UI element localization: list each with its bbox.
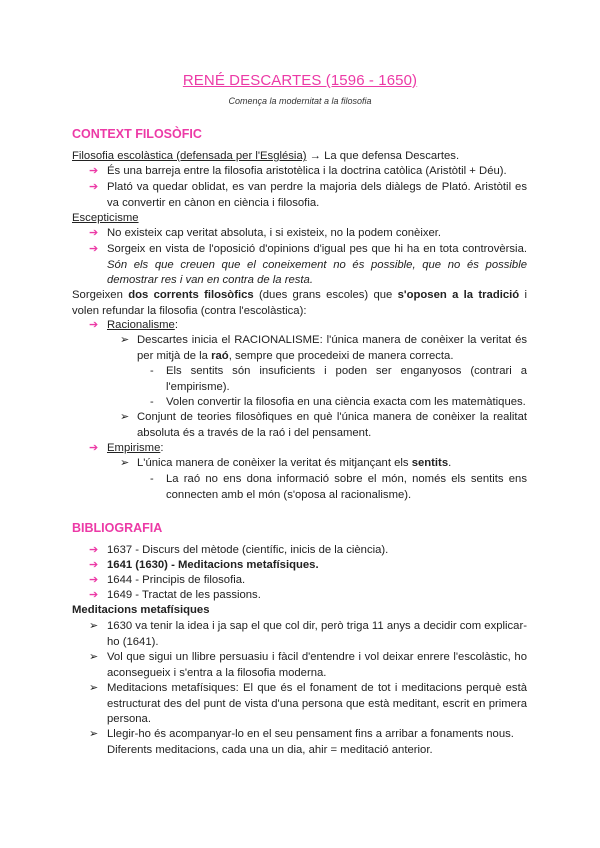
- arrow-bullet-icon: ➔: [89, 559, 99, 571]
- chevron-bullet-icon: ➢: [89, 728, 99, 740]
- racionalisme-item-1-c: , sempre que procedeixi de manera correcta.: [228, 349, 454, 362]
- racionalisme-heading: [107, 318, 178, 334]
- meditacions-item-3: Meditacions metafísiques: El que és el fonament de tot i meditacions perquè està estructurat des del punt de vista d'una persona que està meditant, escrit en primera persona.: [107, 682, 527, 725]
- racionalisme-item-2: Conjunt de teories filosòfiques en què l'única manera de conèixer la realitat absoluta és a través de la raó i del pensament.: [137, 411, 527, 439]
- section-heading-context: CONTEXT FILOSÒFIC: [72, 127, 202, 141]
- escolastica-title: Filosofia escolàstica (defensada per l'Església): [72, 150, 307, 162]
- racionalisme-sub-2: Volen convertir la filosofia en una ciència exacta com les matemàtiques.: [166, 396, 526, 408]
- meditacions-title: Meditacions metafísiques: [72, 604, 210, 616]
- empirisme-item: [137, 456, 527, 472]
- escepticisme-item-1: No existeix cap veritat absoluta, i si existeix, no la podem conèixer.: [107, 227, 442, 239]
- book-item-4: 1649 - Tractat de les passions.: [107, 589, 261, 601]
- escolastica-item-2: Plató va quedar oblidat, es van perdre la majoria dels diàlegs de Plató. Aristòtil es va convertir en cànon en ciència i filosofia.: [107, 181, 527, 209]
- sorgeixen-text-3: i volen refundar la filosofia (contra l'escolàstica):: [72, 289, 528, 317]
- sorgeixen-paragraph: [72, 288, 527, 319]
- arrow-bullet-icon: ➔: [89, 589, 99, 601]
- racionalisme-colon: :: [174, 319, 178, 331]
- section-heading-bibliografia: BIBLIOGRAFIA: [72, 521, 163, 535]
- meditacions-item-1: 1630 va tenir la idea i ja sap el que col dir, però triga 11 anys a decidir com explicar-ho (1641).: [107, 620, 527, 648]
- meditacions-item-4: Llegir-ho és acompanyar-lo en el seu pensament fins a arribar a fonaments nous. Diferents meditacions, cada una un dia, ahir = meditació anterior.: [107, 728, 514, 756]
- sorgeixen-text-1: Sorgeixen: [72, 289, 129, 301]
- escepticisme-item-2: [107, 242, 527, 289]
- sorgeixen-bold-1: dos corrents filosòfics: [128, 289, 254, 301]
- arrow-bullet-icon: ➔: [89, 319, 99, 331]
- chevron-bullet-icon: ➢: [89, 682, 99, 694]
- arrow-bullet-icon: ➔: [89, 165, 99, 177]
- escepticisme-item-2-text: Sorgeix en vista de l'oposició d'opinions d'igual pes que hi ha en tota controvèrsia.: [107, 243, 527, 255]
- sorgeixen-bold-2: s'oposen a la tradició: [397, 289, 520, 301]
- escolastica-rest: → La que defensa Descartes.: [306, 150, 460, 162]
- arrow-bullet-icon: ➔: [89, 574, 99, 586]
- arrow-bullet-icon: ➔: [89, 442, 99, 454]
- sorgeixen-text-2: (dues grans escoles) que: [253, 289, 398, 301]
- empirisme-item-bold: sentits: [411, 457, 449, 469]
- arrow-bullet-icon: ➔: [89, 227, 99, 239]
- racionalisme-item-1-bold: raó: [211, 349, 229, 362]
- racionalisme-sub-1: Els sentits són insuficients i poden ser enganyosos (contrari a l'empirisme).: [166, 365, 527, 393]
- chevron-bullet-icon: ➢: [89, 620, 99, 632]
- dash-bullet-icon: -: [150, 473, 154, 485]
- empirisme-item-a: L'única manera de conèixer la veritat és mitjançant els: [137, 457, 412, 469]
- arrow-bullet-icon: ➔: [89, 544, 99, 556]
- book-item-3: 1644 - Principis de filosofia.: [107, 574, 246, 586]
- escepticisme-quote: Són els que creuen que el coneixement no és possible, que no és possible demostrar res i van en contra de la resta.: [107, 258, 527, 286]
- racionalisme-item-1-a: Descartes inicia el RACIONALISME: l'única manera de conèixer la veritat és per mitjà de la: [137, 334, 527, 362]
- escolastica-item-1: És una barreja entre la filosofia aristotèlica i la doctrina catòlica (Aristòtil + Déu).: [107, 165, 507, 177]
- escepticisme-title: Escepticisme: [72, 212, 139, 224]
- chevron-bullet-icon: ➢: [120, 457, 130, 469]
- racionalisme-label: Racionalisme: [107, 319, 175, 331]
- book-item-2: 1641 (1630) - Meditacions metafísiques.: [107, 559, 319, 571]
- empirisme-heading: [107, 441, 164, 457]
- book-item-1: 1637 - Discurs del mètode (científic, inicis de la ciència).: [107, 544, 389, 556]
- chevron-bullet-icon: ➢: [120, 411, 130, 423]
- chevron-bullet-icon: ➢: [120, 334, 130, 346]
- racionalisme-item-1: [137, 333, 527, 364]
- arrow-bullet-icon: ➔: [89, 243, 99, 255]
- dash-bullet-icon: -: [150, 396, 154, 408]
- meditacions-item-2: Vol que sigui un llibre persuasiu i fàcil d'entendre i vol deixar enrere l'escolàstic, ho aconsegueix i s'entra a la filosofia moderna.: [107, 651, 527, 679]
- arrow-bullet-icon: ➔: [89, 181, 99, 193]
- empirisme-item-c: .: [448, 457, 452, 469]
- empirisme-colon: :: [160, 442, 164, 454]
- dash-bullet-icon: -: [150, 365, 154, 377]
- page-subtitle: Comença la modernitat a la filosofia: [228, 96, 372, 106]
- empirisme-label: Empirisme: [107, 442, 161, 454]
- empirisme-sub: La raó no ens dona informació sobre el món, només els sentits ens connecten amb el món (s'oposa al racionalisme).: [166, 473, 527, 501]
- chevron-bullet-icon: ➢: [89, 651, 99, 663]
- escolastica-line: [72, 149, 532, 165]
- page-title: RENÉ DESCARTES (1596 - 1650): [182, 72, 418, 89]
